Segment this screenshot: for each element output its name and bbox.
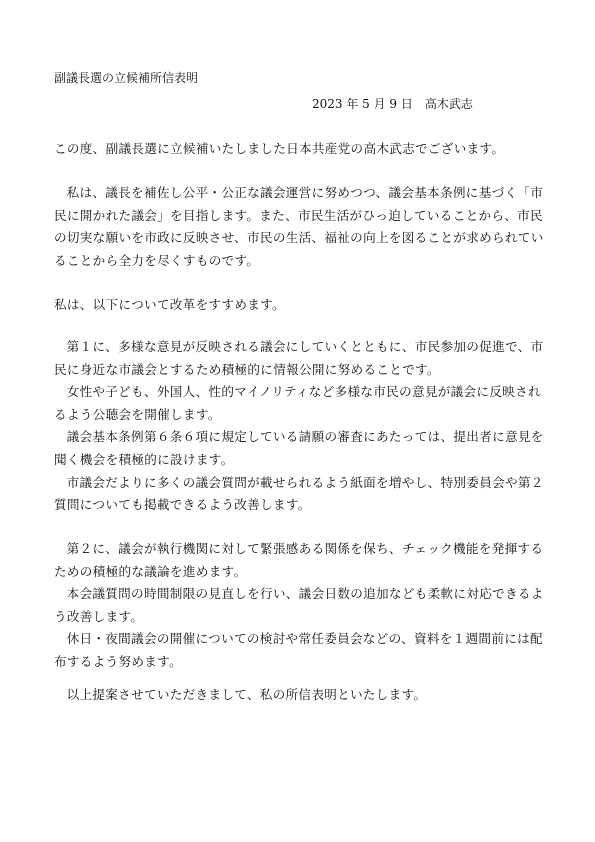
item2-point: 休日・夜間議会の開催についての検討や常任委員会などの、資料を１週間前には配布するよう努めます。	[54, 631, 543, 669]
intro-paragraph: この度、副議長選に立候補いたしました日本共産党の高木武志でございます。	[54, 141, 505, 156]
item1-point: 女性や子ども、外国人、性的マイノリティなど多様な市民の意見が議会に反映されるよう公聴会を開催します。	[54, 384, 541, 422]
item1-block	[54, 336, 550, 517]
reform-intro: 私は、以下について改革をすすめます。	[54, 297, 285, 312]
document-date: 2023 年 5 月 9 日	[312, 97, 413, 111]
intro-block	[54, 138, 550, 161]
item2-point: 本会議質問の時間制限の見直しを行い、議会日数の追加なども柔軟に対応できるよう改善します。	[54, 586, 544, 624]
item2-block	[54, 538, 550, 674]
policy-paragraph-block	[54, 182, 550, 272]
reform-intro-block	[54, 294, 550, 317]
date-author-line	[312, 96, 473, 112]
item1-heading: 第１に、多様な意見が反映される議会にしていくとともに、市民参加の促進で、市民に身近な市議会とするため積極的に情報公開に努めることです。	[54, 339, 544, 377]
policy-paragraph: 私は、議長を補佐し公平・公正な議会運営に努めつつ、議会基本条例に基づく「市民に開かれた議会」を目指します。また、市民生活がひっ迫していることから、市民の切実な願いを市政に反映させ、市民の生活、福祉の向上を図ることが求められていることから全力を尽くすものです。	[54, 185, 544, 268]
item2-heading: 第２に、議会が執行機関に対して緊張感ある関係を保ち、チェック機能を発揮するための積極的な議論を進めます。	[54, 541, 544, 579]
item1-point: 市議会だよりに多くの議会質問が載せられるよう紙面を増やし、特別委員会や第２質問についても掲載できるよう改善します。	[54, 474, 544, 513]
closing-block	[54, 684, 550, 707]
document-author: 高木武志	[424, 97, 473, 111]
document-title: 副議長選の立候補所信表明	[54, 71, 199, 85]
item1-point: 議会基本条例第６条６項に規定している請願の審査にあたっては、提出者に意見を聞く機会を積極的に設けます。	[54, 429, 544, 467]
closing-paragraph: 以上提案させていただきまして、私の所信表明といたします。	[66, 687, 427, 702]
